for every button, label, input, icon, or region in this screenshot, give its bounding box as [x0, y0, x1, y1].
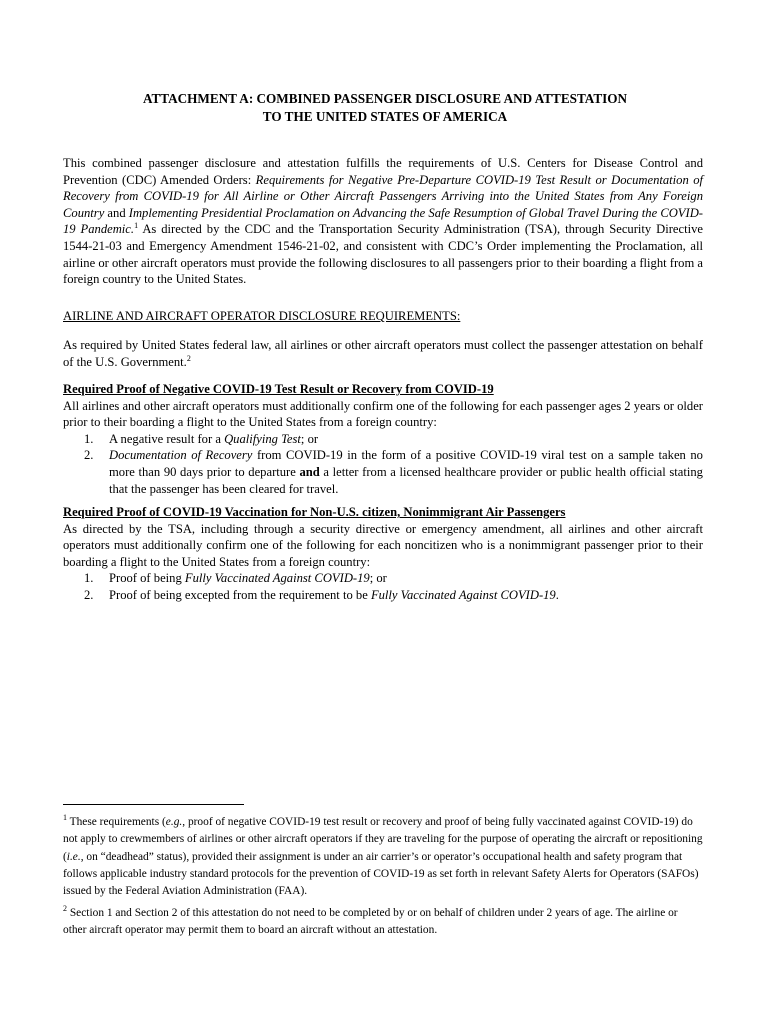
footnote-text: , on “deadhead” status), provided their assignment is under an air carrier’s or operator’s occupational health and safety program that follows applicable industry standard protocols for the prevention of COVID-19 as set forth in relevant Safety Alerts for Operators (SAFOs) issued by the Federal Aviation Administration (FAA). — [63, 850, 699, 898]
list-text: Proof of being — [109, 571, 185, 586]
list-item — [63, 587, 703, 604]
list-text: a letter from a licensed healthcare provider or public health official stating that the passenger has been cleared for travel. — [109, 464, 703, 496]
proof-test-heading: Required Proof of Negative COVID-19 Test Result or Recovery from COVID-19 — [63, 382, 494, 396]
footnote-1 — [63, 814, 703, 900]
list-number: 1. — [84, 571, 94, 586]
proof-vaccination-list — [63, 570, 703, 603]
list-term: Fully Vaccinated Against COVID-19 — [370, 587, 556, 602]
proof-test-list — [63, 431, 703, 497]
list-term: Documentation of Recovery — [109, 448, 253, 463]
footnote-number: 1 — [63, 813, 67, 823]
footnote-number: 2 — [63, 904, 67, 914]
list-text: ; or — [300, 431, 319, 446]
list-number: 2. — [84, 587, 94, 602]
list-text: A negative result for a — [109, 431, 225, 446]
proof-vaccination-section — [63, 504, 703, 604]
list-item — [63, 431, 703, 448]
footnote-ref-2[interactable]: 2 — [186, 353, 191, 363]
intro-text-2: and — [104, 205, 129, 220]
footnote-text: , proof of negative COVID-19 test result or recovery and proof of being fully vaccinated against COVID-19) do not apply to crewmembers of airlines or other aircraft operators if they are traveling for the purpose of operating the aircraft or repositioning ( — [63, 816, 703, 863]
proof-test-body: All airlines and other aircraft operators must additionally confirm one of the following for each passenger ages 2 years or older prior to their boarding a flight to the United States from a foreign country: — [63, 398, 703, 430]
title-line-2: TO THE UNITED STATES OF AMERICA — [262, 109, 508, 124]
intro-text-1: This combined passenger disclosure and attestation fulfills the requirements of U.S. Centers for Disease Control and Prevention (CDC) Amended Orders: — [63, 156, 703, 187]
list-text: . — [555, 587, 559, 602]
page-title — [0, 90, 770, 126]
list-text: from COVID-19 in the form of a positive COVID-19 viral test on a sample taken no more than 90 days prior to departure — [109, 448, 703, 479]
footnote-text: These requirements ( — [67, 816, 166, 828]
federal-law-text: As required by United States federal law, all airlines or other aircraft operators must collect the passenger attestation on behalf of the U.S. Government. — [63, 338, 703, 369]
footnote-italic: i.e. — [66, 850, 81, 863]
footnote-ref-1[interactable]: 1 — [134, 221, 139, 231]
list-text: Proof of being excepted from the requirement to be — [109, 587, 371, 602]
title-line-1: ATTACHMENT A: COMBINED PASSENGER DISCLOSURE AND ATTESTATION — [142, 91, 628, 106]
proof-vaccination-body: As directed by the TSA, including through a security directive or emergency amendment, all airlines and other aircraft operators must additionally confirm one of the following for each noncitizen who is a nonimmigrant passenger prior to their boarding a flight to the United States from a foreign country: — [63, 521, 703, 569]
list-term: Qualifying Test — [224, 431, 301, 446]
footnote-divider — [63, 804, 244, 805]
federal-law-paragraph — [63, 337, 703, 370]
list-item — [63, 570, 703, 587]
list-term: Fully Vaccinated Against COVID-19 — [184, 571, 370, 586]
footnote-text: Section 1 and Section 2 of this attestation do not need to be completed by or on behalf of children under 2 years of age. The airline or other aircraft operator may permit them to board an aircraft without an attestation. — [63, 907, 678, 937]
intro-order-title-1: Requirements for Negative Pre-Departure COVID-19 Test Result or Documentation of Recovery from COVID-19 for All Airline or Other Aircraft Passengers Arriving into the United States from Any Foreign Country — [63, 172, 703, 220]
intro-paragraph — [63, 155, 703, 288]
section-heading: AIRLINE AND AIRCRAFT OPERATOR DISCLOSURE REQUIREMENTS: — [63, 309, 461, 323]
list-item — [63, 447, 703, 497]
intro-order-title-2: Implementing Presidential Proclamation on Advancing the Safe Resumption of Global Travel During the COVID-19 Pandemic. — [63, 205, 703, 237]
list-number: 1. — [84, 431, 94, 446]
list-number: 2. — [84, 448, 94, 463]
footnote-italic: e.g. — [165, 816, 183, 828]
intro-text-3: As directed by the CDC and the Transportation Security Administration (TSA), through Security Directive 1544-21-03 and Emergency Amendment 1546-21-02, and consistent with CDC’s Order implementing the Proclamation, all airline or other aircraft operators must provide the following disclosures to all passengers prior to their boarding a flight from a foreign country to the United States. — [63, 222, 703, 287]
proof-vaccination-heading: Required Proof of COVID-19 Vaccination for Non-U.S. citizen, Nonimmigrant Air Passengers — [63, 505, 566, 519]
proof-test-section — [63, 381, 703, 497]
footnote-2 — [63, 905, 703, 940]
list-text: ; or — [369, 571, 387, 586]
list-emphasis: and — [299, 464, 320, 479]
